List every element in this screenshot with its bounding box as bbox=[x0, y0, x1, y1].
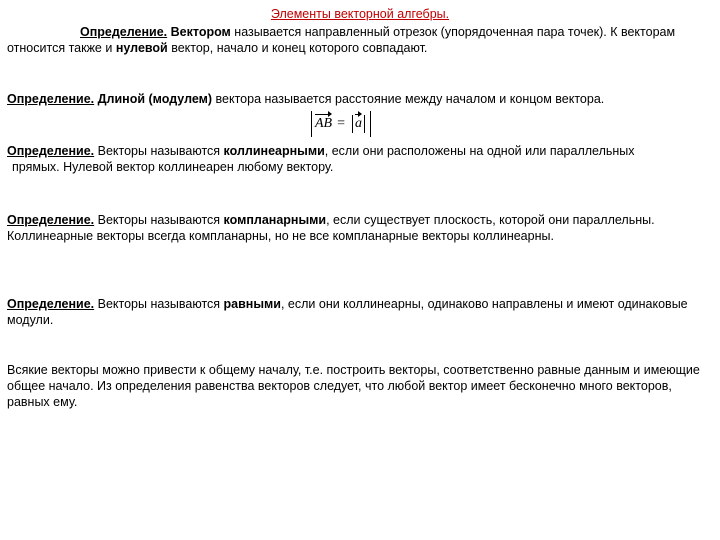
definition-text: Векторы называются bbox=[94, 213, 224, 227]
term-collinear: коллинеарными bbox=[223, 144, 325, 158]
definition-text: вектора называется расстояние между началом и концом вектора. bbox=[212, 92, 605, 106]
definition-label: Определение. bbox=[7, 92, 95, 106]
formula-lhs: AB bbox=[315, 111, 332, 137]
definition-length bbox=[7, 91, 715, 107]
definition-vector bbox=[7, 24, 715, 56]
definition-text-end: , если они коллинеарны, одинаково направлены и имеют одинаковые модули. bbox=[7, 297, 688, 327]
paragraph-common-origin: Всякие векторы можно привести к общему началу, т.е. построить векторы, соответственно равные данным и имеющие общее начало. Из определения равенства векторов следует, что любой вектор имеет бесконечно много векторов, равных ему. bbox=[7, 363, 700, 409]
definition-text: Векторы называются bbox=[94, 297, 224, 311]
definition-coplanar bbox=[7, 212, 715, 244]
abs-bar bbox=[352, 115, 353, 133]
definition-label: Определение. bbox=[80, 25, 168, 39]
definition-label: Определение. bbox=[7, 297, 95, 311]
coplanar-note: Коллинеарные векторы всегда компланарны, но не все компланарные векторы коллинеарны. bbox=[7, 229, 554, 243]
page-title: Элементы векторной алгебры. bbox=[270, 7, 450, 21]
definition-text: называется направленный отрезок (упорядоченная пара точек). К векторам относится также и bbox=[7, 25, 676, 55]
term-coplanar: компланарными bbox=[223, 213, 327, 227]
term-vector: Вектором bbox=[170, 25, 231, 39]
term-equal: равными bbox=[223, 297, 281, 311]
definition-label: Определение. bbox=[7, 213, 95, 227]
formula-modulus bbox=[311, 111, 371, 137]
definition-text-end: , если они расположены на одной или параллельных bbox=[324, 144, 635, 158]
definition-equal bbox=[7, 296, 715, 328]
definition-text-end: , если существует плоскость, которой они параллельны. bbox=[326, 213, 655, 227]
definition-label: Определение. bbox=[7, 144, 95, 158]
definition-collinear bbox=[7, 143, 715, 175]
formula-equals: = bbox=[337, 116, 346, 131]
definition-text-end: вектор, начало и конец которого совпадают. bbox=[167, 41, 428, 55]
definition-text: Векторы называются bbox=[94, 144, 224, 158]
formula-rhs: a bbox=[355, 111, 362, 137]
definition-line2: прямых. Нулевой вектор коллинеарен любому вектору. bbox=[12, 160, 334, 174]
abs-bar bbox=[364, 115, 365, 133]
term-zero: нулевой bbox=[115, 41, 168, 55]
term-length: Длиной (модулем) bbox=[97, 92, 213, 106]
